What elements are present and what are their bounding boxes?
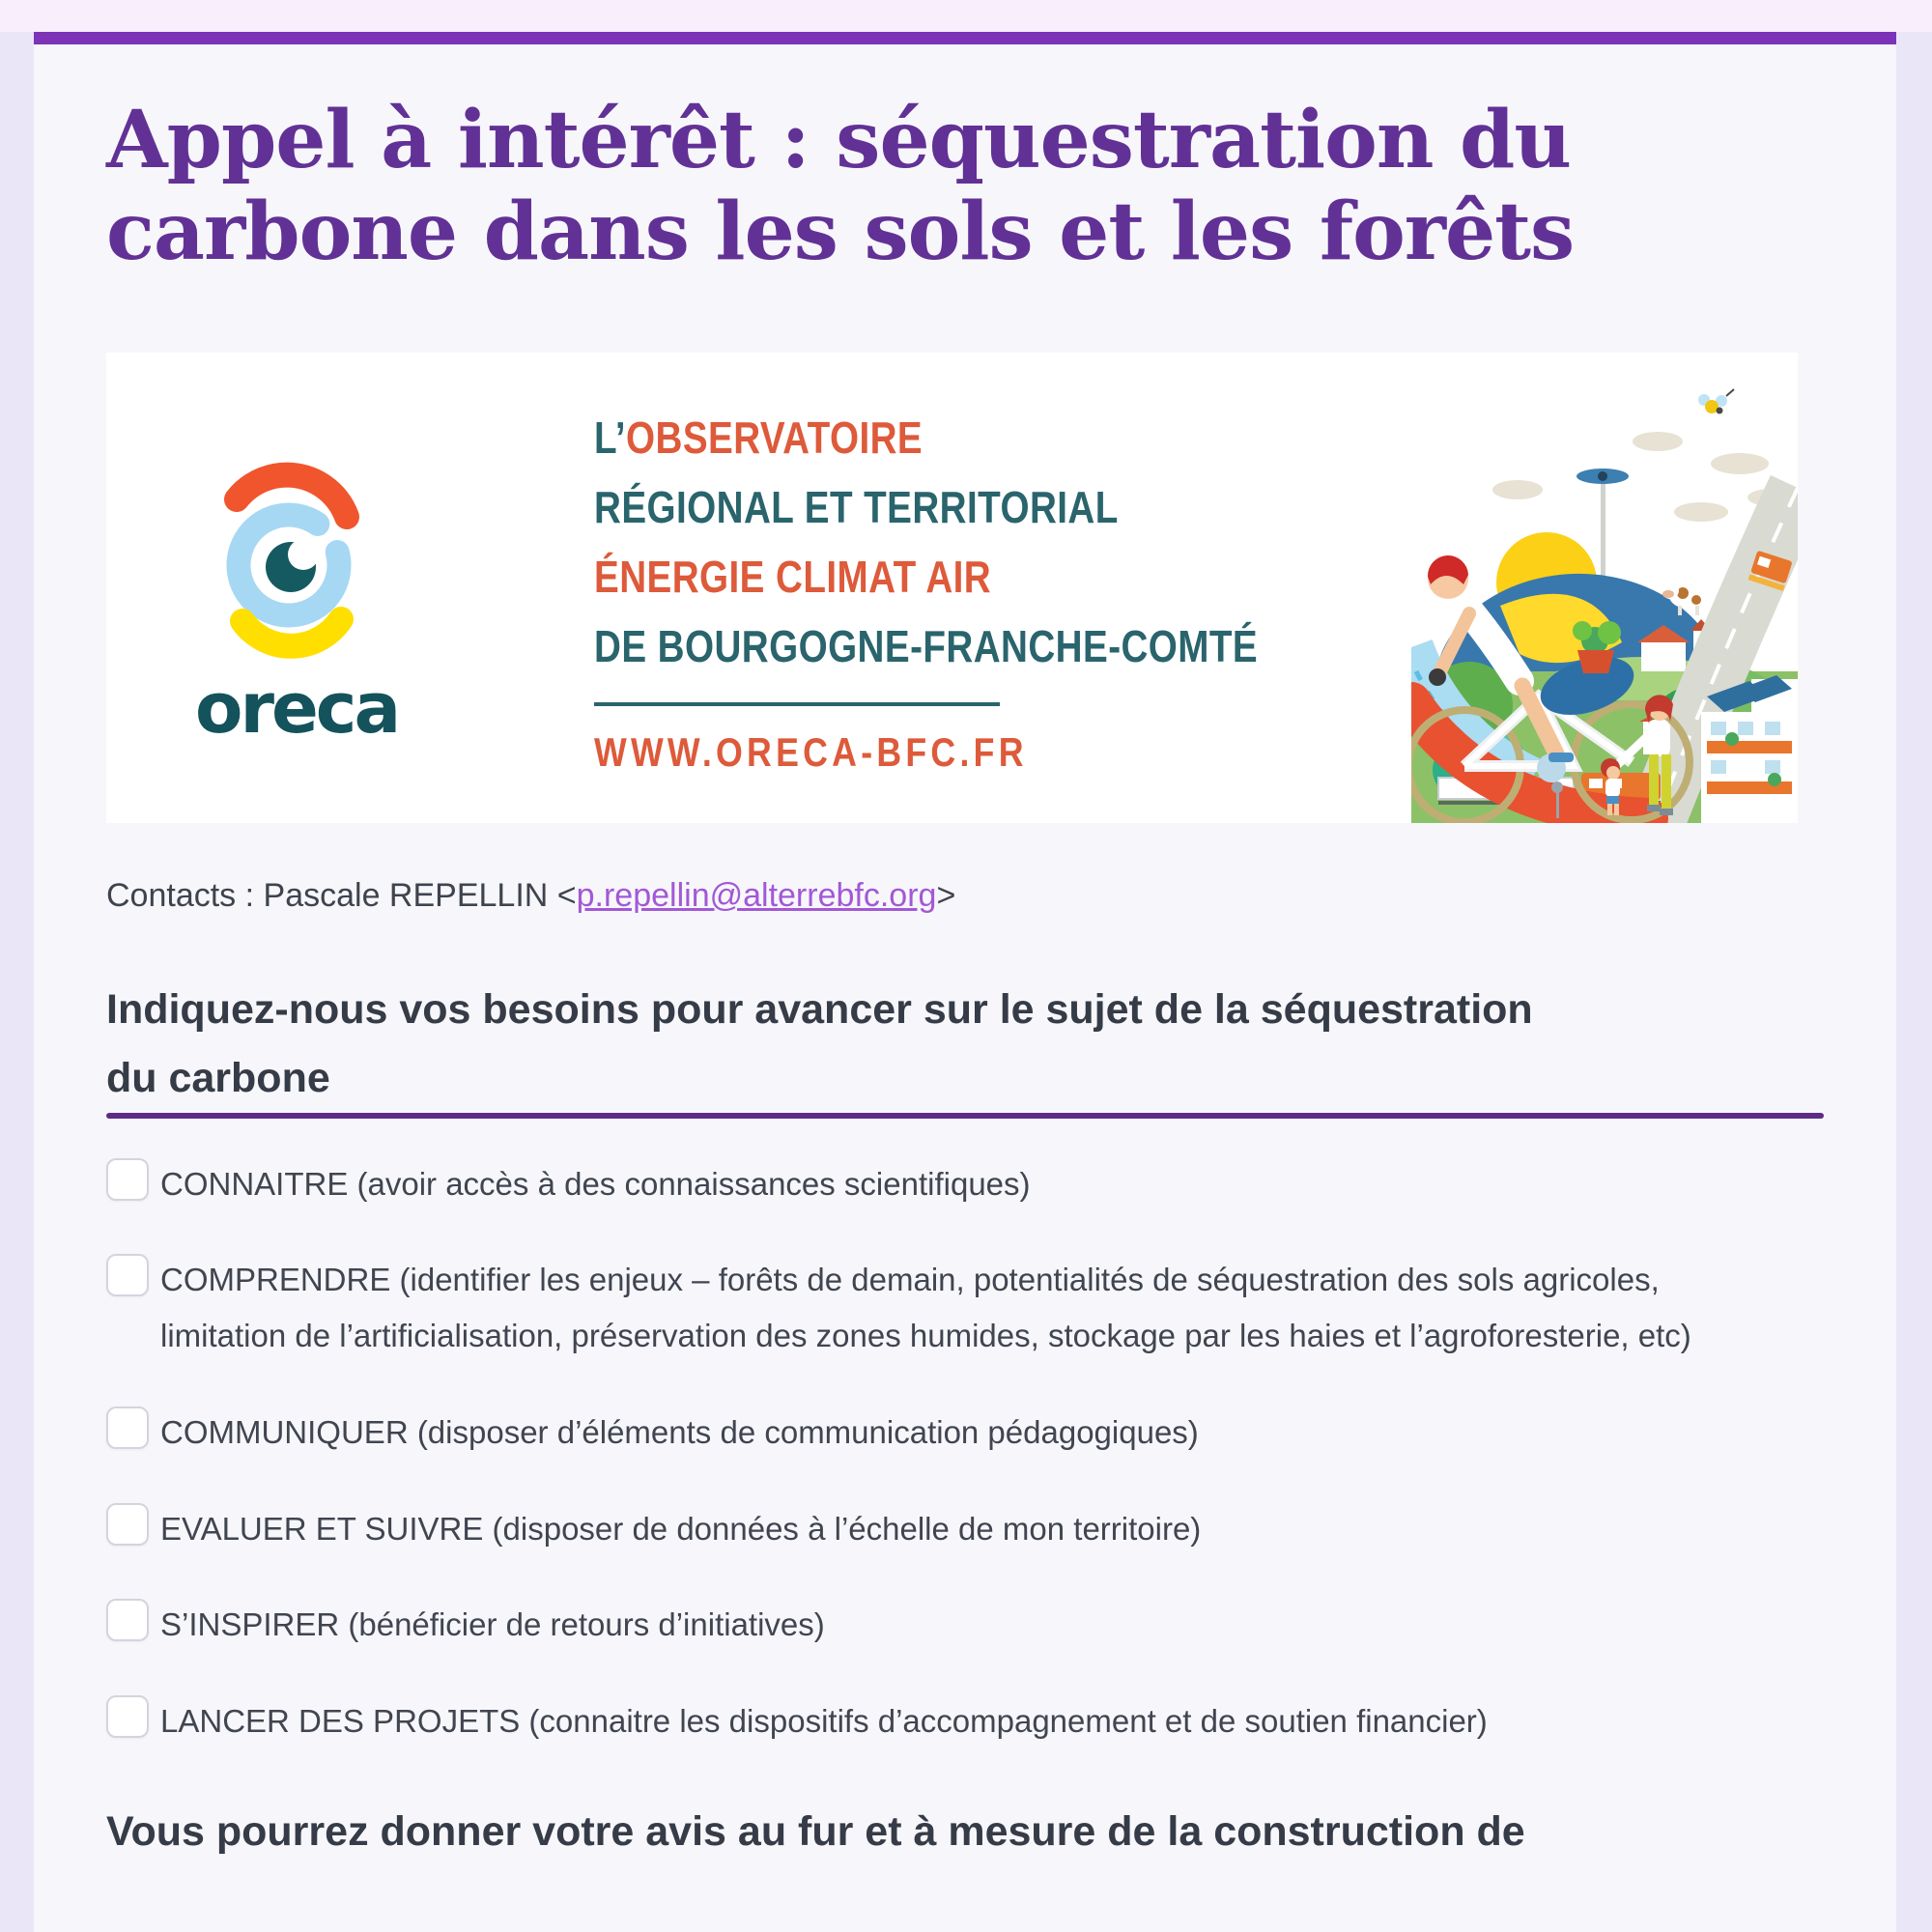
banner-line2: RÉGIONAL ET TERRITORIAL xyxy=(594,482,1119,533)
contacts-suffix: > xyxy=(936,877,956,915)
checkbox-row-communiquer xyxy=(106,1405,1824,1461)
page-top-strip xyxy=(0,0,1932,32)
page-title-line2: carbone dans les sols et les forêts xyxy=(106,185,1575,279)
checkbox-label-lancer-des-projets: LANCER DES PROJETS (connaitre les dispositifs d’accompagnement et de soutien financier) xyxy=(160,1703,1488,1740)
checkbox-label-comprendre: COMPRENDRE (identifier les enjeux – forêts de demain, potentialités de séquestration des sols agricoles, limitation de l’artificialisation, préservation des zones humides, stockage par les haies et l’agroforesterie, etc) xyxy=(160,1262,1691,1354)
section-divider xyxy=(106,1113,1824,1119)
section-heading xyxy=(106,976,1824,1113)
banner-website: WWW.ORECA-BFC.FR xyxy=(594,729,1028,776)
banner-line1: OBSERVATOIRE xyxy=(626,412,923,464)
checkbox-row-connaitre xyxy=(106,1156,1824,1212)
oreca-banner-image xyxy=(106,353,1798,823)
checkbox-row-lancer-des-projets xyxy=(106,1693,1824,1749)
oreca-eye-icon xyxy=(219,422,364,664)
section-heading-line2: du carbone xyxy=(106,1054,330,1101)
checkbox-row-comprendre xyxy=(106,1252,1824,1364)
contacts-line xyxy=(106,873,1824,920)
checkbox-row-evaluer-et-suivre xyxy=(106,1501,1824,1557)
checkbox-communiquer[interactable] xyxy=(106,1406,149,1449)
checkbox-label-communiquer: COMMUNIQUER (disposer d’éléments de communication pédagogiques) xyxy=(160,1413,1199,1450)
banner-text xyxy=(594,403,1259,776)
checkbox-lancer-des-projets[interactable] xyxy=(106,1695,149,1738)
banner-line3: ÉNERGIE CLIMAT AIR xyxy=(594,552,992,603)
footer-heading: Vous pourrez donner votre avis au fur et à mesure de la construction de xyxy=(106,1807,1525,1855)
section-heading-line1: Indiquez-nous vos besoins pour avancer sur le sujet de la séquestration xyxy=(106,985,1533,1033)
needs-checkbox-group xyxy=(106,1156,1824,1749)
contacts-prefix: Contacts : Pascale REPELLIN < xyxy=(106,877,577,915)
checkbox-evaluer-et-suivre[interactable] xyxy=(106,1503,149,1546)
form-card xyxy=(34,32,1896,1932)
checkbox-row-s-inspirer xyxy=(106,1597,1824,1653)
checkbox-label-connaitre: CONNAITRE (avoir accès à des connaissances scientifiques) xyxy=(160,1165,1031,1202)
banner-line4: DE BOURGOGNE-FRANCHE-COMTÉ xyxy=(594,621,1259,672)
buildings xyxy=(1701,675,1798,823)
checkbox-s-inspirer[interactable] xyxy=(106,1599,149,1641)
contact-email-link[interactable]: p.repellin@alterrebfc.org xyxy=(576,877,937,915)
oreca-wordmark: oreca xyxy=(195,668,399,750)
checkbox-label-evaluer-et-suivre: EVALUER ET SUIVRE (disposer de données à l’échelle de mon territoire) xyxy=(160,1510,1202,1547)
page-title-line1: Appel à intérêt : séquestration du xyxy=(106,94,1571,186)
banner-line1-prefix: L’ xyxy=(594,412,627,464)
oreca-logo xyxy=(195,422,399,750)
checkbox-comprendre[interactable] xyxy=(106,1254,149,1296)
banner-divider xyxy=(594,702,1000,706)
accent-bar xyxy=(34,32,1896,44)
page-title xyxy=(106,95,1824,278)
checkbox-connaitre[interactable] xyxy=(106,1158,149,1201)
banner-illustration xyxy=(1411,353,1798,823)
checkbox-label-s-inspirer: S’INSPIRER (bénéficier de retours d’initiatives) xyxy=(160,1606,825,1643)
